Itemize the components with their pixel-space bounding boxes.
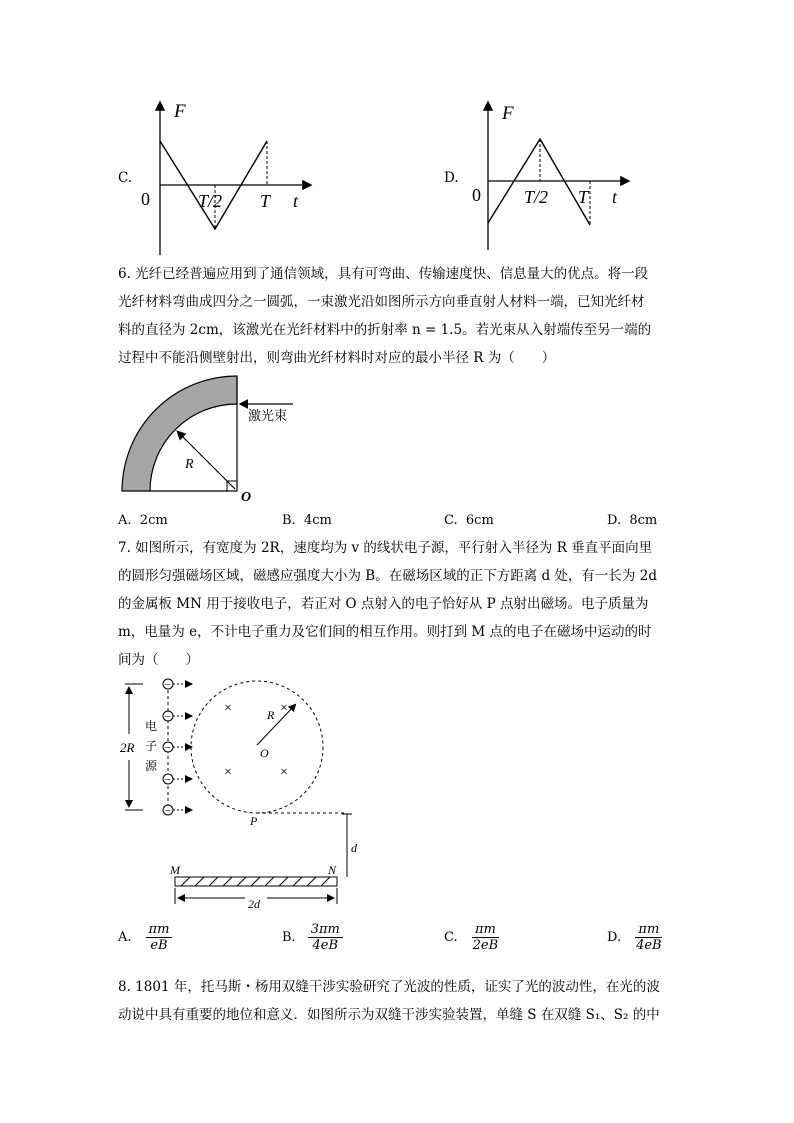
q6-line-2: 光纤材料弯曲成四分之一圆弧，一束激光沿如图所示方向垂直射人材料一端，已知光纤材: [118, 294, 645, 310]
q7-option-d: D. $\frac{\pi m}{4eB}$: [607, 922, 665, 953]
field-circle: [191, 681, 323, 813]
fraction: $\frac{\pi m}{4eB}$: [636, 922, 662, 953]
laser-label: 激光束: [248, 408, 288, 423]
t-full-label: T: [260, 191, 271, 211]
q7-line-5: 间为（ ）: [118, 652, 199, 668]
t-half-label: T/2: [198, 191, 223, 211]
field-radius-label: R: [267, 708, 275, 722]
source-label-2: 子: [145, 739, 158, 753]
metal-plate: [175, 877, 337, 886]
plate-label: 2d: [248, 897, 260, 911]
svg-text:−: −: [164, 742, 171, 754]
origin-label: 0: [141, 189, 150, 209]
q7-option-b: B. $\frac{3\pi m}{4eB}$: [282, 922, 343, 953]
electron-5: [163, 805, 191, 817]
option-c-label: C.: [118, 170, 133, 186]
q8-line-1: 8. 1801 年，托马斯・杨用双缝干涉实验研究了光波的性质，证实了光的波动性，在光的波: [118, 979, 660, 995]
x-label: t: [612, 187, 618, 207]
graph-d: [456, 95, 636, 255]
q6-option-d: D. 8cm: [607, 513, 658, 528]
option-d-label: D.: [444, 170, 459, 186]
q6-line-3: 料的直径为 2cm，该激光在光纤材料中的折射率 n = 1.5。若光束从入射端传至另一端的: [118, 322, 652, 338]
electron-4: [163, 774, 191, 786]
electron-2: [163, 711, 191, 723]
y-label: F: [174, 101, 186, 122]
field-center-label: O: [260, 746, 269, 760]
n-label: N: [328, 863, 337, 877]
svg-text:−: −: [164, 679, 171, 691]
q8-line-2: 动说中具有重要的地位和意义．如图所示为双缝干涉实验装置，单缝 S 在双缝 S₁、S₂ 的中: [118, 1007, 660, 1023]
q7-line-2: 的圆形匀强磁场区域，磁感应强度大小为 B。在磁场区域的正下方距离 d 处，有一长为 2d: [118, 568, 657, 584]
q6-option-a: A. 2cm: [118, 513, 168, 528]
field-mark-3: ×: [224, 765, 232, 780]
q6-line-1: 6. 光纤已经普遍应用到了通信领域，具有可弯曲、传输速度快、信息量大的优点。将一段: [118, 266, 649, 282]
source-label-1: 电: [145, 719, 158, 733]
source-label-3: 源: [145, 759, 158, 773]
force-curve: [488, 139, 590, 225]
x-label: t: [293, 191, 299, 211]
origin-label: 0: [472, 185, 481, 205]
field-radius-arrow: [257, 705, 295, 745]
p-label: P: [250, 814, 258, 828]
q7-option-a: A. $\frac{\pi m}{eB}$: [118, 922, 172, 953]
field-mark-2: ×: [280, 701, 288, 716]
q6-line-4: 过程中不能沿侧壁射出，则弯曲光纤材料时对应的最小半径 R 为（ ）: [118, 350, 556, 366]
fraction: $\frac{\pi m}{2eB}$: [472, 922, 499, 953]
q7-line-4: m，电量为 e，不计电子重力及它们间的相互作用。则打到 M 点的电子在磁场中运动的时: [118, 624, 652, 640]
q7-option-c: C. $\frac{\pi m}{2eB}$: [444, 922, 501, 953]
t-full-label: T: [578, 187, 589, 207]
field-mark-4: ×: [280, 765, 288, 780]
q7-line-1: 7. 如图所示，有宽度为 2R，速度均为 v 的线状电子源，平行射入半径为 R 垂直平面向里: [118, 540, 653, 556]
q6-option-c: C. 6cm: [444, 513, 494, 528]
y-label: F: [502, 103, 514, 124]
fraction: $\frac{\pi m}{eB}$: [146, 922, 173, 953]
electron-3: [163, 742, 191, 754]
q7-line-3: 的金属板 MN 用于接收电子，若正对 O 点射入的电子恰好从 P 点射出磁场。电子质量为: [118, 596, 649, 612]
graph-c: [128, 95, 318, 260]
fraction: $\frac{3\pi m}{4eB}$: [308, 922, 343, 953]
magnetic-field-figure: [115, 672, 375, 914]
svg-text:−: −: [164, 711, 171, 723]
field-mark-1: ×: [224, 701, 232, 716]
center-label: O: [241, 490, 252, 505]
d-label: d: [351, 841, 357, 855]
fiber-figure: [115, 370, 315, 505]
svg-text:−: −: [164, 805, 171, 817]
m-label: M: [170, 863, 180, 877]
svg-text:−: −: [164, 774, 171, 786]
radius-label: R: [185, 457, 194, 472]
electron-1: [163, 679, 191, 691]
t-half-label: T/2: [524, 187, 549, 207]
width-label: 2R: [120, 740, 135, 755]
q6-option-b: B. 4cm: [282, 513, 332, 528]
